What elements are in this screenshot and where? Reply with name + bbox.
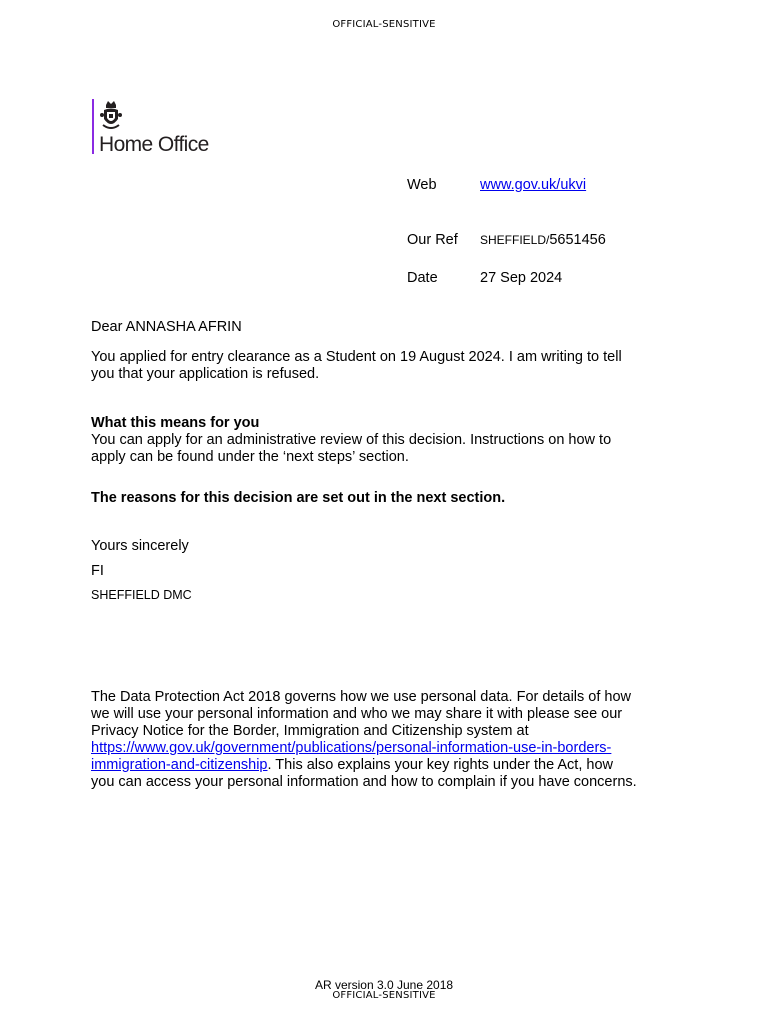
privacy-line-6: you can access your personal information and how to complain if you have concerns. (91, 774, 637, 790)
means-line-2: apply can be found under the ‘next steps’ section. (91, 449, 409, 465)
our-ref-value (480, 232, 606, 248)
intro-line-1: You applied for entry clearance as a Student on 19 August 2024. I am writing to tell (91, 349, 622, 365)
means-heading: What this means for you (91, 415, 260, 431)
royal-crest-icon (100, 99, 122, 133)
privacy-line-5 (91, 757, 691, 774)
privacy-link-part-2[interactable]: immigration-and-citizenship (91, 757, 268, 773)
web-label: Web (407, 177, 437, 193)
privacy-line-2: we will use your personal information and who we may share it with please see our (91, 706, 623, 722)
date-label: Date (407, 270, 438, 286)
means-line-1: You can apply for an administrative review of this decision. Instructions on how to (91, 432, 612, 448)
classification-footer: OFFICIAL-SENSITIVE (332, 990, 436, 1001)
privacy-line-1: The Data Protection Act 2018 governs how we use personal data. For details of how (91, 689, 632, 705)
web-link[interactable]: www.gov.uk/ukvi (480, 177, 587, 193)
our-ref-label: Our Ref (407, 232, 458, 248)
privacy-link-part-1[interactable]: https://www.gov.uk/government/publications/personal-information-use-in-borders- (91, 740, 612, 756)
closing: Yours sincerely (91, 538, 189, 554)
privacy-line-5-rest: . This also explains your key rights under the Act, how (267, 757, 613, 773)
classification-header: OFFICIAL-SENSITIVE (332, 19, 436, 30)
office-name: SHEFFIELD DMC (91, 588, 192, 602)
home-office-logo-text: Home Office (99, 133, 209, 156)
logo-accent-bar (92, 99, 94, 154)
version-footer: AR version 3.0 June 2018 (314, 978, 454, 992)
ref-number: 5651456 (549, 232, 606, 248)
date-value: 27 Sep 2024 (480, 270, 563, 286)
ref-prefix: SHEFFIELD/ (480, 233, 550, 247)
intro-line-2: you that your application is refused. (91, 366, 320, 382)
signature: FI (91, 563, 104, 579)
reasons-statement: The reasons for this decision are set out in the next section. (91, 490, 506, 506)
greeting: Dear ANNASHA AFRIN (91, 319, 242, 335)
privacy-line-3: Privacy Notice for the Border, Immigration and Citizenship system at (91, 723, 529, 739)
